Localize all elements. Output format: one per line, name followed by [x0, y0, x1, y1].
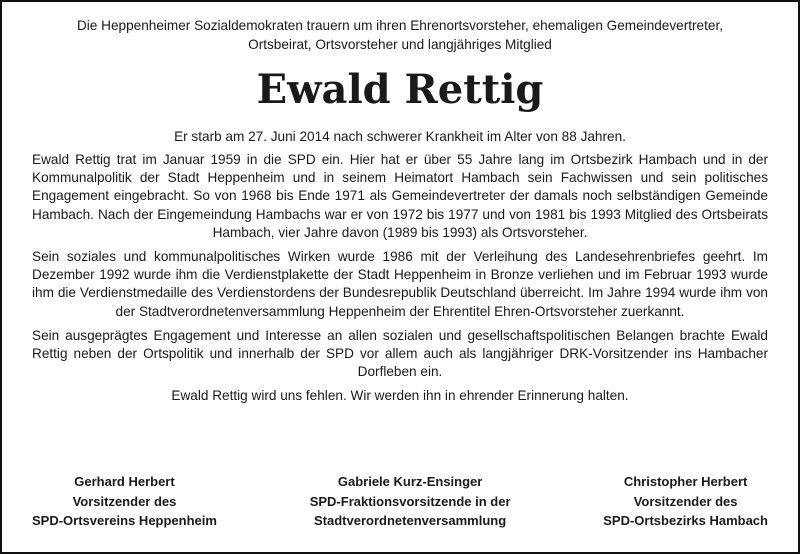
biography-paragraph-1: Ewald Rettig trat im Januar 1959 in die SPD ein. Hier hat er über 55 Jahre lang im Ortsbezirk Hambach und in der Kommunalpolitik der Stadt Heppenheim und in seinem Heimatort Hambach sein Fachwissen und sein politisches Engagement eingebracht. So von 1968 bis Ende 1971 als Gemeindevertreter der damals noch selbständigen Gemeinde Hambach. Nach der Eingemeindung Hambachs war er von 1972 bis 1977 und von 1981 bis 1993 Mitglied des Ortsbeirats Hambach, vier Jahre davon (1989 bis 1993) als Ortsvorsteher.: [32, 152, 768, 240]
signatory-name: Gabriele Kurz-Ensinger: [337, 474, 483, 489]
intro-line-1: Die Heppenheimer Sozialdemokraten trauern um ihren Ehrenortsvorsteher, ehemaligen Gemeindevertreter,: [76, 18, 724, 33]
signatory-name: Gerhard Herbert: [74, 474, 175, 489]
signature-1: [32, 472, 217, 531]
deceased-name: Ewald Rettig: [256, 66, 544, 113]
signatory-role: Vorsitzender des: [633, 493, 738, 509]
biography-paragraph-2: Sein soziales und kommunalpolitisches Wirken wurde 1986 mit der Verleihung des Landesehrenbriefes geehrt. Im Dezember 1992 wurde ihm die Verdienstplakette der Stadt Heppenheim in Bronze verliehen und im Februar 1993 wurde ihm die Verdienstmedaille des Verdienstordens der Bundesrepublik Deutschland überreicht. Im Jahre 1994 wurde ihm von der Stadtverordnetenversammlung Heppenheim der Ehrentitel Ehren-Ortsvorsteher zuerkannt.: [32, 249, 768, 319]
signatory-organization: SPD-Ortsvereins Heppenheim: [32, 513, 217, 528]
signature-2: [310, 472, 511, 531]
signatory-organization: Stadtverordnetenversammlung: [314, 513, 507, 528]
death-statement: Er starb am 27. Juni 2014 nach schwerer Krankheit im Alter von 88 Jahren.: [174, 129, 626, 144]
signatory-role: Vorsitzender des: [72, 493, 177, 509]
closing-statement: Ewald Rettig wird uns fehlen. Wir werden ihn in ehrender Erinnerung halten.: [171, 388, 629, 404]
signature-block: [32, 472, 768, 531]
signatory-organization: SPD-Ortsbezirks Hambach: [603, 513, 768, 528]
signature-3: [603, 472, 768, 531]
signatory-name: Christopher Herbert: [623, 474, 748, 489]
biography-paragraph-3: Sein ausgeprägtes Engagement und Interesse an allen sozialen und gesellschaftspolitischen Belangen brachte Ewald Rettig neben der Ortspolitik und innerhalb der SPD vor allem auch als langjähriger DRK-Vorsitzender ins Hambacher Dorfleben ein.: [32, 327, 768, 380]
intro-text: [32, 16, 768, 54]
intro-line-2: Ortsbeirat, Ortsvorsteher und langjähriges Mitglied: [248, 37, 552, 52]
signatory-role: SPD-Fraktionsvorsitzende in der: [309, 493, 511, 509]
